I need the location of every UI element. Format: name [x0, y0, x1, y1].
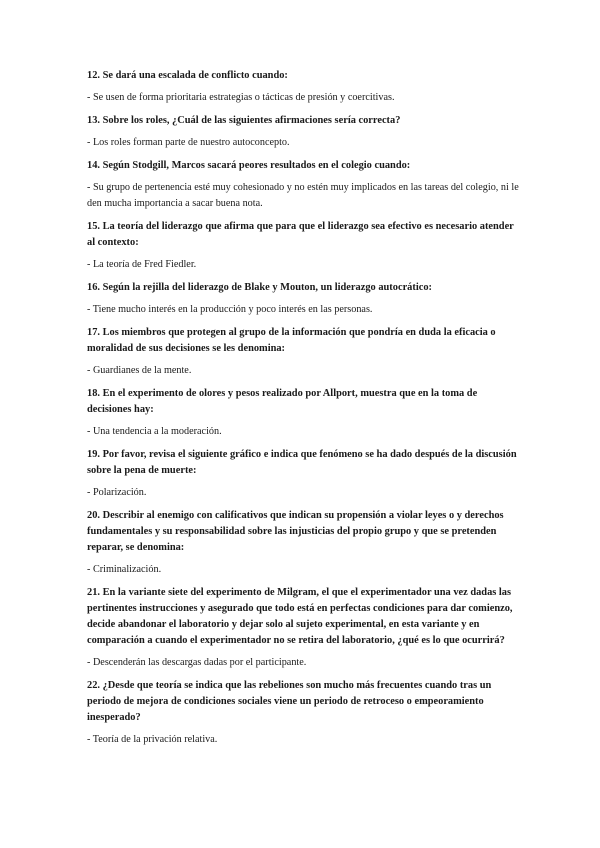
question-text: 20. Describir al enemigo con calificativos que indican su propensión a violar leyes o y derechos fundamentales y su responsabilidad sobre las injusticias del propio grupo y que se pretenden reparar, se denomina: — [87, 510, 504, 553]
question-text: 22. ¿Desde que teoría se indica que las rebeliones son mucho más frecuentes cuando tras un periodo de mejora de condiciones sociales viene un periodo de retroceso o empeoramiento inesperado? — [87, 680, 492, 723]
question-block-14 — [87, 158, 519, 212]
answer-text: - Criminalización. — [87, 564, 162, 575]
question-block-13 — [87, 113, 519, 151]
question-block-20 — [87, 508, 519, 578]
question-text: 12. Se dará una escalada de conflicto cuando: — [87, 70, 288, 81]
question-block-16 — [87, 280, 519, 318]
question-text: 21. En la variante siete del experimento de Milgram, el que el experimentador una vez dadas las pertinentes instrucciones y asegurado que todo está en perfectas condiciones para dar comienzo, decide abandonar el laboratorio y dejar solo al sujeto experimental, en esta variante y en comparación a cuando el experimentador no se retira del laboratorio, ¿qué es lo que ocurrirá? — [87, 587, 513, 646]
answer-text: - Una tendencia a la moderación. — [87, 426, 222, 437]
question-block-19 — [87, 447, 519, 501]
answer-text: - Se usen de forma prioritaria estrategias o tácticas de presión y coercitivas. — [87, 92, 395, 103]
answer-text: - La teoría de Fred Fiedler. — [87, 259, 197, 270]
question-text: 13. Sobre los roles, ¿Cuál de las siguientes afirmaciones sería correcta? — [87, 115, 401, 126]
question-block-17 — [87, 325, 519, 379]
document-page — [87, 68, 519, 755]
question-block-18 — [87, 386, 519, 440]
question-text: 19. Por favor, revisa el siguiente gráfico e indica que fenómeno se ha dado después de la discusión sobre la pena de muerte: — [87, 449, 517, 476]
answer-text: - Descenderán las descargas dadas por el participante. — [87, 657, 307, 668]
question-text: 15. La teoría del liderazgo que afirma que para que el liderazgo sea efectivo es necesario atender al contexto: — [87, 221, 514, 248]
question-block-15 — [87, 219, 519, 273]
question-text: 18. En el experimento de olores y pesos realizado por Allport, muestra que en la toma de decisiones hay: — [87, 388, 478, 415]
answer-text: - Los roles forman parte de nuestro autoconcepto. — [87, 137, 290, 148]
question-block-21 — [87, 585, 519, 671]
answer-text: - Guardianes de la mente. — [87, 365, 192, 376]
question-text: 14. Según Stodgill, Marcos sacará peores resultados en el colegio cuando: — [87, 160, 411, 171]
answer-text: - Su grupo de pertenencia esté muy cohesionado y no estén muy implicados en las tareas del colegio, ni le den mucha importancia a sacar buena nota. — [87, 182, 519, 209]
answer-text: - Polarización. — [87, 487, 147, 498]
question-block-22 — [87, 678, 519, 748]
question-block-12 — [87, 68, 519, 106]
question-text: 17. Los miembros que protegen al grupo de la información que pondría en duda la eficacia o moralidad de sus decisiones se les denomina: — [87, 327, 496, 354]
answer-text: - Tiene mucho interés en la producción y poco interés en las personas. — [87, 304, 373, 315]
answer-text: - Teoría de la privación relativa. — [87, 734, 218, 745]
question-text: 16. Según la rejilla del liderazgo de Blake y Mouton, un liderazgo autocrático: — [87, 282, 432, 293]
